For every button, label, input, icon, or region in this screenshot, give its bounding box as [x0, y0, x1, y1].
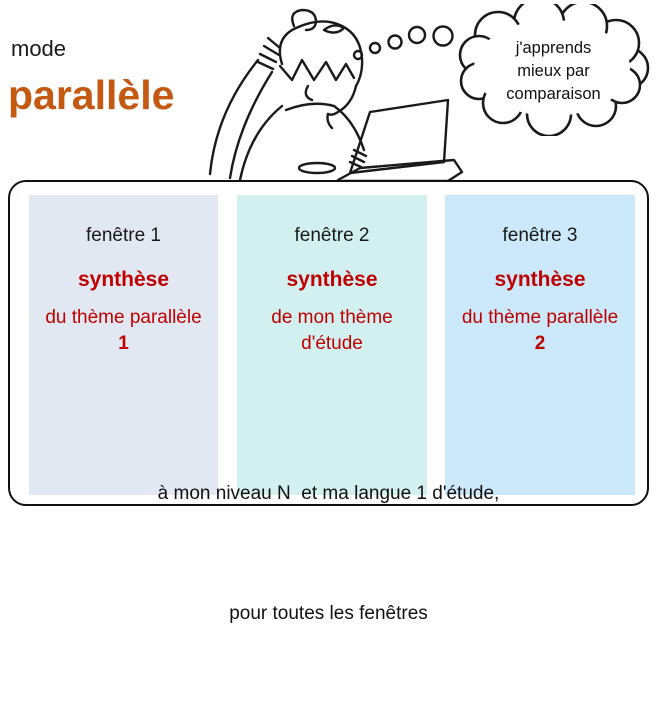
window-1-detail: [29, 305, 218, 357]
window-1-detail-line1: du thème parallèle: [45, 307, 202, 328]
mode-label: mode: [11, 36, 67, 61]
thought-bubble-text: [452, 4, 655, 136]
thought-line-1: j'apprends: [515, 38, 592, 57]
windows-board: [8, 180, 649, 624]
window-2-detail-line2: d'étude: [301, 333, 363, 354]
window-2-detail: [237, 305, 427, 357]
window-3-detail-line2: 2: [534, 333, 546, 354]
window-3-detail: [445, 305, 635, 357]
thought-line-2: mieux par: [517, 61, 590, 80]
board-footer-line2: pour toutes les fenêtres: [229, 603, 428, 624]
thought-line-3: comparaison: [506, 84, 601, 103]
window-3-title: fenêtre 3: [502, 225, 578, 246]
window-2-detail-line1: de mon thème: [271, 307, 393, 328]
mode-value: parallèle: [8, 72, 175, 118]
window-2-keyword: synthèse: [286, 268, 378, 291]
person-thinking-at-laptop-illustration: [202, 2, 464, 182]
window-1-detail-line2: 1: [118, 333, 129, 354]
window-1-title: fenêtre 1: [86, 225, 161, 246]
window-3-keyword: synthèse: [494, 268, 586, 291]
window-2-title: fenêtre 2: [294, 225, 370, 246]
board-footer-line1: à mon niveau N et ma langue 1 d'étude,: [157, 483, 500, 504]
thought-bubble: [452, 4, 655, 136]
window-1-keyword: synthèse: [77, 268, 170, 291]
board-footer: [10, 394, 647, 714]
window-3-detail-line1: du thème parallèle: [461, 307, 619, 328]
